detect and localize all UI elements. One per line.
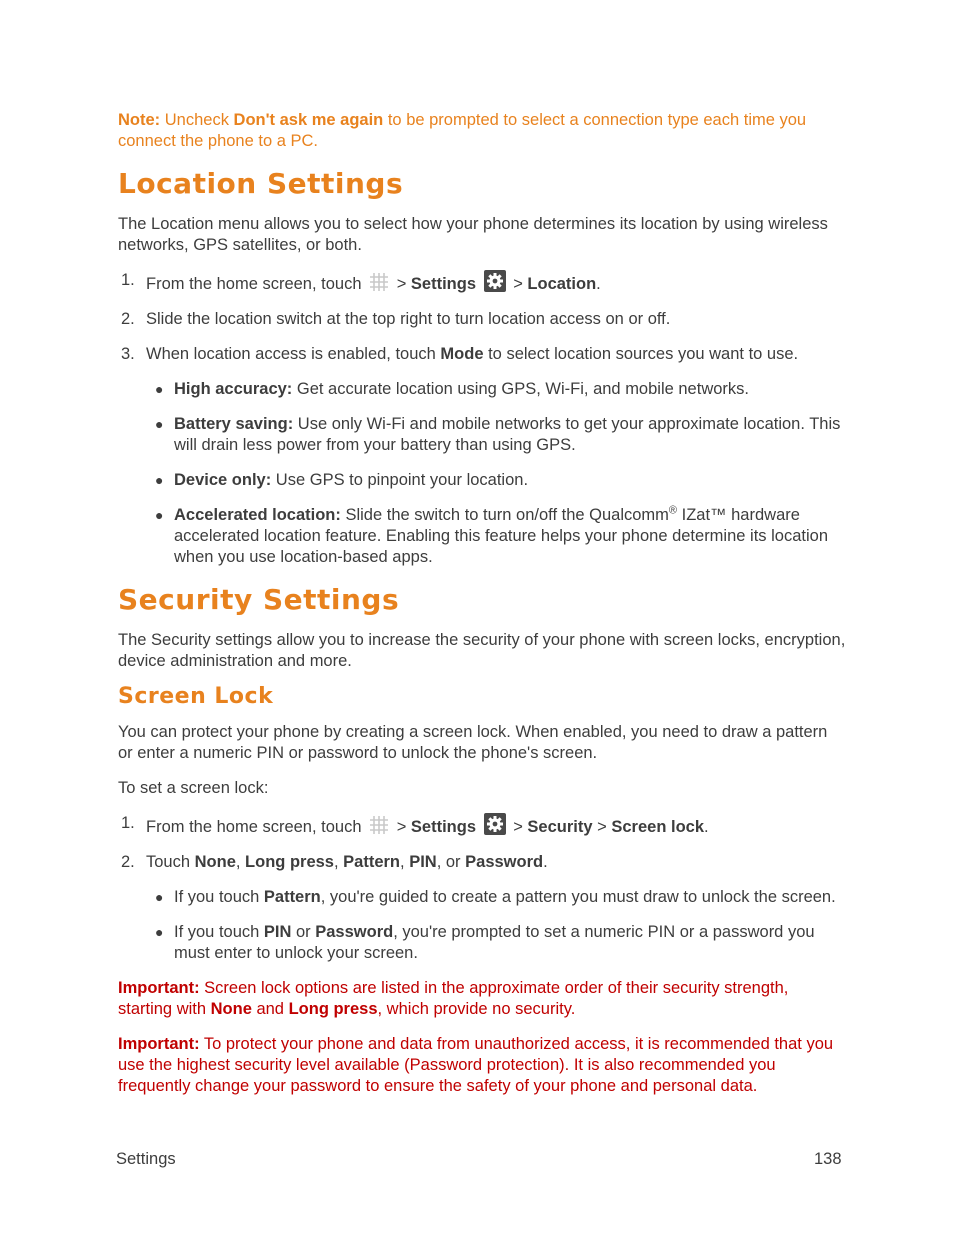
location-step-3 <box>118 344 846 365</box>
note-post: to be prompted to select a connection type each time you connect the phone to a PC. <box>118 111 807 150</box>
location-step-2 <box>118 309 846 330</box>
step-number: 2. <box>121 310 135 328</box>
step-text: When location access is enabled, touch <box>146 345 441 363</box>
comma: , or <box>436 853 466 871</box>
note-label: Note: <box>118 111 161 129</box>
note <box>118 110 846 152</box>
item-text: IZat™ hardware accelerated location feature. Enabling this feature helps your phone determine its location when you use location-based apps. <box>174 506 828 566</box>
security-heading: Security Settings <box>118 583 400 616</box>
location-step-1 <box>118 270 846 295</box>
item-term: Pattern <box>263 888 321 906</box>
note-pre: Uncheck <box>160 111 234 129</box>
footer-section: Settings <box>116 1150 176 1168</box>
step-text: From the home screen, touch <box>146 818 362 836</box>
important-note-2 <box>118 1034 846 1097</box>
important-term: Long press <box>288 1000 378 1018</box>
item-text: If you touch <box>174 888 264 906</box>
gear-icon <box>484 270 506 292</box>
item-text: Get accurate location using GPS, Wi-Fi, and mobile networks. <box>292 380 749 398</box>
gear-icon <box>484 813 506 835</box>
screen-lock-option-list <box>146 887 846 964</box>
item-text: Use only Wi-Fi and mobile networks to get your approximate location. This will drain less power from your battery than using GPS. <box>174 415 841 454</box>
document-page <box>118 110 846 1111</box>
apps-grid-icon <box>368 815 390 835</box>
screen-lock-step-1 <box>118 813 846 838</box>
important-note-1 <box>118 978 846 1020</box>
comma: , <box>333 853 344 871</box>
settings-label: Settings <box>410 818 477 836</box>
bullet-icon: ● <box>155 889 164 905</box>
option-password: Password <box>465 853 544 871</box>
period: . <box>596 275 601 293</box>
screen-lock-steps <box>118 813 846 873</box>
screen-lock-heading: Screen Lock <box>118 684 274 709</box>
bullet-icon: ● <box>155 472 164 488</box>
step-number: 2. <box>121 853 135 871</box>
screen-lock-intro: You can protect your phone by creating a screen lock. When enabled, you need to draw a pattern or enter a numeric PIN or password to unlock the phone's screen. <box>118 723 828 762</box>
option-long-press: Long press <box>245 853 334 871</box>
option-pin: PIN <box>409 853 437 871</box>
period: . <box>543 853 548 871</box>
separator: > <box>592 818 612 836</box>
item-text: Use GPS to pinpoint your location. <box>271 471 529 489</box>
bullet-icon: ● <box>155 507 164 523</box>
list-item <box>146 505 846 568</box>
item-text: Slide the switch to turn on/off the Qualcomm <box>340 506 669 524</box>
important-text: Screen lock options are listed in the approximate order of their security strength, starting with <box>118 979 789 1018</box>
mode-label: Mode <box>440 345 484 363</box>
item-term: Accelerated location: <box>174 506 341 524</box>
important-text: and <box>251 1000 289 1018</box>
step-text: Slide the location switch at the top right to turn location access on or off. <box>146 310 671 328</box>
period: . <box>704 818 709 836</box>
item-term: PIN <box>263 923 292 941</box>
item-text: , you're guided to create a pattern you must draw to unlock the screen. <box>320 888 836 906</box>
comma: , <box>235 853 246 871</box>
item-term: High accuracy: <box>174 380 293 398</box>
important-text: , which provide no security. <box>377 1000 576 1018</box>
item-term: Device only: <box>174 471 272 489</box>
step-number: 1. <box>121 271 135 289</box>
step-number: 1. <box>121 814 135 832</box>
note-bold: Don't ask me again <box>233 111 384 129</box>
security-intro: The Security settings allow you to increase the security of your phone with screen locks, encryption, device administration and more. <box>118 631 846 670</box>
separator: > <box>392 275 411 293</box>
option-pattern: Pattern <box>343 853 401 871</box>
step-text: Touch <box>146 853 195 871</box>
important-term: None <box>210 1000 252 1018</box>
separator: > <box>508 818 528 836</box>
apps-grid-icon <box>368 272 390 292</box>
item-text: If you touch <box>174 923 264 941</box>
page-number: 138 <box>814 1150 842 1168</box>
location-steps <box>118 270 846 365</box>
bullet-icon: ● <box>155 924 164 940</box>
option-none: None <box>194 853 236 871</box>
separator: > <box>508 275 528 293</box>
list-item <box>146 414 846 456</box>
to-set-text: To set a screen lock: <box>118 779 269 797</box>
step-text: to select location sources you want to use. <box>483 345 799 363</box>
important-text: To protect your phone and data from unauthorized access, it is recommended that you use the highest security level available (Password protection). It is also recommended you frequently change your password to ensure the safety of your phone and personal data. <box>118 1035 834 1095</box>
location-mode-list <box>146 379 846 568</box>
important-label: Important: <box>118 1035 200 1053</box>
security-label: Security <box>527 818 593 836</box>
step-text: From the home screen, touch <box>146 275 362 293</box>
screen-lock-step-2 <box>118 852 846 873</box>
item-text: , you're prompted to set a numeric PIN or a password you must enter to unlock your screen. <box>174 923 815 962</box>
registered-mark: ® <box>668 504 678 517</box>
location-heading: Location Settings <box>118 167 404 200</box>
screen-lock-label: Screen lock <box>611 818 704 836</box>
important-label: Important: <box>118 979 200 997</box>
comma: , <box>400 853 410 871</box>
item-term: Password <box>315 923 394 941</box>
bullet-icon: ● <box>155 416 164 432</box>
list-item <box>146 887 846 908</box>
list-item <box>146 922 846 964</box>
list-item <box>146 379 846 400</box>
settings-label: Settings <box>410 275 477 293</box>
location-label: Location <box>527 275 597 293</box>
bullet-icon: ● <box>155 381 164 397</box>
location-intro: The Location menu allows you to select how your phone determines its location by using wireless networks, GPS satellites, or both. <box>118 215 828 254</box>
step-number: 3. <box>121 345 135 363</box>
list-item <box>146 470 846 491</box>
separator: > <box>392 818 411 836</box>
item-term: Battery saving: <box>174 415 294 433</box>
item-text: or <box>291 923 316 941</box>
